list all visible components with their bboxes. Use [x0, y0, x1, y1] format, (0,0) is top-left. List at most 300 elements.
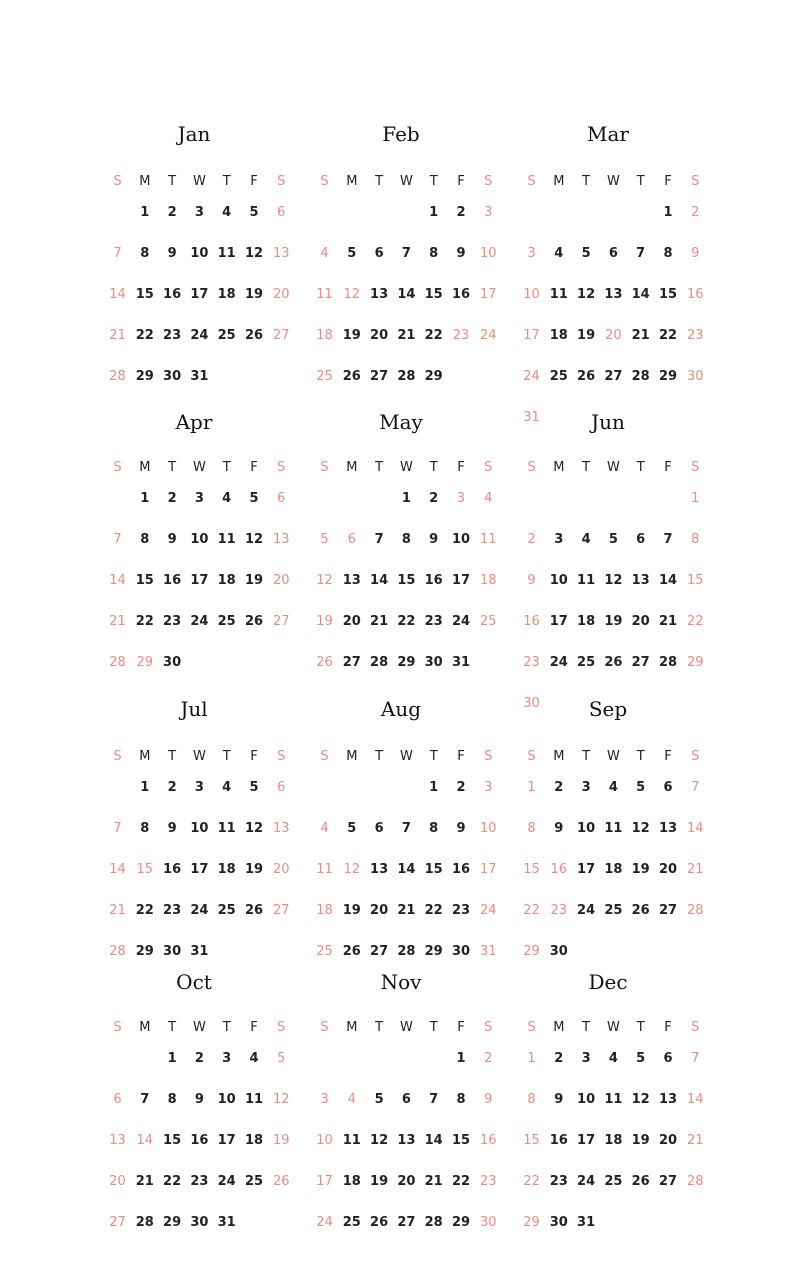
day-cell[interactable]: 18: [316, 903, 333, 918]
day-cell[interactable]: 30: [549, 1215, 568, 1230]
day-cell[interactable]: 28: [687, 903, 704, 918]
day-cell[interactable]: 18: [342, 1174, 361, 1189]
day-cell[interactable]: 30: [687, 369, 704, 384]
day-cell[interactable]: 19: [631, 862, 650, 877]
day-cell[interactable]: 17: [190, 573, 209, 588]
day-cell[interactable]: 30: [480, 1215, 497, 1230]
day-cell[interactable]: 26: [342, 944, 361, 959]
day-cell[interactable]: 3: [320, 1092, 329, 1107]
day-cell[interactable]: 15: [523, 1133, 540, 1148]
day-cell[interactable]: 19: [244, 573, 264, 588]
day-cell[interactable]: 11: [316, 862, 333, 877]
day-cell[interactable]: 16: [163, 862, 182, 877]
day-cell[interactable]: 20: [273, 573, 290, 588]
day-cell[interactable]: 31: [451, 655, 471, 670]
day-cell[interactable]: 25: [316, 944, 333, 959]
day-cell[interactable]: 30: [163, 944, 182, 959]
day-cell[interactable]: 27: [397, 1215, 416, 1230]
day-cell[interactable]: 22: [523, 1174, 540, 1189]
day-cell[interactable]: 8: [140, 821, 150, 836]
day-cell[interactable]: 26: [370, 1215, 389, 1230]
day-cell[interactable]: 27: [273, 328, 290, 343]
day-cell[interactable]: 29: [687, 655, 704, 670]
day-cell[interactable]: 27: [109, 1215, 126, 1230]
day-cell[interactable]: 28: [109, 944, 126, 959]
day-cell[interactable]: 4: [222, 491, 232, 506]
day-cell[interactable]: 20: [273, 287, 290, 302]
day-cell[interactable]: 14: [687, 821, 704, 836]
day-cell[interactable]: 23: [424, 614, 443, 629]
day-cell[interactable]: 22: [523, 903, 540, 918]
day-cell[interactable]: 18: [577, 614, 596, 629]
day-cell[interactable]: 10: [523, 287, 540, 302]
day-cell[interactable]: 21: [424, 1174, 443, 1189]
day-cell[interactable]: 23: [451, 903, 471, 918]
day-cell[interactable]: 17: [451, 573, 471, 588]
day-cell[interactable]: 14: [109, 287, 126, 302]
day-cell[interactable]: 9: [167, 532, 177, 547]
day-cell[interactable]: 17: [480, 287, 497, 302]
day-cell[interactable]: 1: [691, 491, 700, 506]
day-cell[interactable]: 22: [135, 614, 154, 629]
day-cell[interactable]: 29: [135, 369, 154, 384]
day-cell[interactable]: 8: [401, 532, 411, 547]
day-cell[interactable]: 6: [347, 532, 356, 547]
day-cell[interactable]: 12: [343, 287, 361, 302]
day-cell[interactable]: 2: [527, 532, 536, 547]
day-cell[interactable]: 19: [370, 1174, 389, 1189]
day-cell[interactable]: 2: [194, 1051, 204, 1066]
day-cell[interactable]: 20: [370, 903, 389, 918]
day-cell[interactable]: 5: [347, 821, 357, 836]
day-cell[interactable]: 9: [429, 532, 439, 547]
day-cell[interactable]: 21: [109, 328, 126, 343]
day-cell[interactable]: 12: [273, 1092, 290, 1107]
day-cell[interactable]: 18: [549, 328, 568, 343]
day-cell[interactable]: 23: [163, 614, 182, 629]
day-cell[interactable]: 5: [347, 246, 357, 261]
day-cell[interactable]: 26: [316, 655, 333, 670]
day-cell[interactable]: 20: [370, 328, 389, 343]
day-cell[interactable]: 23: [190, 1174, 209, 1189]
day-cell[interactable]: 4: [581, 532, 591, 547]
day-cell[interactable]: 14: [424, 1133, 443, 1148]
day-cell[interactable]: 18: [217, 573, 236, 588]
day-cell[interactable]: 31: [577, 1215, 596, 1230]
day-cell[interactable]: 16: [163, 287, 182, 302]
day-cell[interactable]: 8: [140, 246, 150, 261]
day-cell[interactable]: 28: [424, 1215, 443, 1230]
day-cell[interactable]: 15: [424, 287, 443, 302]
day-cell[interactable]: 29: [658, 369, 678, 384]
day-cell[interactable]: 13: [397, 1133, 416, 1148]
day-cell[interactable]: 14: [687, 1092, 704, 1107]
day-cell[interactable]: 11: [549, 287, 568, 302]
day-cell[interactable]: 21: [135, 1174, 154, 1189]
day-cell[interactable]: 26: [604, 655, 623, 670]
day-cell[interactable]: 25: [549, 369, 568, 384]
day-cell[interactable]: 24: [523, 369, 540, 384]
day-cell[interactable]: 4: [320, 821, 329, 836]
day-cell[interactable]: 1: [140, 780, 150, 795]
day-cell[interactable]: 13: [658, 1092, 678, 1107]
day-cell[interactable]: 25: [604, 1174, 623, 1189]
day-cell[interactable]: 24: [577, 903, 596, 918]
day-cell[interactable]: 30: [163, 655, 182, 670]
day-cell[interactable]: 1: [527, 1051, 536, 1066]
day-cell[interactable]: 22: [658, 328, 678, 343]
day-cell[interactable]: 25: [480, 614, 497, 629]
day-cell[interactable]: 1: [140, 205, 150, 220]
day-cell[interactable]: 14: [109, 862, 126, 877]
day-cell[interactable]: 11: [577, 573, 596, 588]
day-cell[interactable]: 10: [480, 246, 497, 261]
day-cell[interactable]: 19: [244, 862, 264, 877]
day-cell[interactable]: 25: [577, 655, 596, 670]
day-cell[interactable]: 9: [456, 821, 466, 836]
day-cell[interactable]: 11: [244, 1092, 264, 1107]
day-cell[interactable]: 7: [691, 1051, 700, 1066]
day-cell[interactable]: 5: [608, 532, 618, 547]
day-cell[interactable]: 21: [687, 1133, 704, 1148]
day-cell[interactable]: 5: [320, 532, 329, 547]
day-cell[interactable]: 22: [163, 1174, 182, 1189]
day-cell[interactable]: 11: [604, 1092, 623, 1107]
day-cell[interactable]: 11: [604, 821, 623, 836]
day-cell[interactable]: 16: [480, 1133, 497, 1148]
day-cell[interactable]: 18: [316, 328, 333, 343]
day-cell[interactable]: 6: [277, 491, 286, 506]
day-cell[interactable]: 7: [113, 821, 122, 836]
day-cell[interactable]: 17: [523, 328, 540, 343]
day-cell[interactable]: 31: [190, 369, 209, 384]
day-cell[interactable]: 11: [217, 821, 236, 836]
day-cell[interactable]: 17: [480, 862, 497, 877]
day-cell[interactable]: 10: [190, 246, 209, 261]
day-cell[interactable]: 5: [249, 780, 259, 795]
day-cell[interactable]: 8: [167, 1092, 177, 1107]
day-cell[interactable]: 20: [397, 1174, 416, 1189]
day-cell[interactable]: 24: [451, 614, 471, 629]
day-cell[interactable]: 22: [424, 903, 443, 918]
day-cell[interactable]: 16: [549, 1133, 568, 1148]
day-cell[interactable]: 1: [456, 1051, 466, 1066]
day-cell[interactable]: 25: [217, 614, 236, 629]
day-cell[interactable]: 8: [527, 1092, 536, 1107]
day-cell[interactable]: 6: [663, 780, 673, 795]
day-cell[interactable]: 29: [451, 1215, 471, 1230]
day-cell[interactable]: 16: [451, 862, 471, 877]
day-cell[interactable]: 27: [658, 903, 678, 918]
day-cell[interactable]: 12: [343, 862, 361, 877]
day-cell[interactable]: 8: [140, 532, 150, 547]
day-cell[interactable]: 31: [480, 944, 497, 959]
day-cell[interactable]: 4: [249, 1051, 259, 1066]
day-cell[interactable]: 20: [658, 1133, 678, 1148]
day-cell[interactable]: 3: [484, 205, 493, 220]
day-cell[interactable]: 22: [424, 328, 443, 343]
day-cell[interactable]: 3: [194, 780, 204, 795]
day-cell[interactable]: 28: [109, 369, 126, 384]
day-cell[interactable]: 9: [456, 246, 466, 261]
day-cell[interactable]: 19: [342, 903, 361, 918]
day-cell[interactable]: 9: [691, 246, 700, 261]
day-cell[interactable]: 20: [109, 1174, 126, 1189]
day-cell[interactable]: 25: [217, 903, 236, 918]
day-cell[interactable]: 1: [429, 205, 439, 220]
day-cell[interactable]: 13: [370, 287, 389, 302]
day-cell[interactable]: 8: [429, 821, 439, 836]
day-cell[interactable]: 12: [316, 573, 333, 588]
day-cell[interactable]: 7: [401, 246, 411, 261]
day-cell[interactable]: 26: [244, 328, 264, 343]
day-cell[interactable]: 30: [523, 696, 540, 711]
day-cell[interactable]: 10: [577, 1092, 596, 1107]
day-cell[interactable]: 26: [244, 614, 264, 629]
day-cell[interactable]: 17: [190, 287, 209, 302]
day-cell[interactable]: 6: [277, 205, 286, 220]
day-cell[interactable]: 14: [136, 1133, 154, 1148]
day-cell[interactable]: 19: [342, 328, 361, 343]
day-cell[interactable]: 25: [316, 369, 333, 384]
day-cell[interactable]: 18: [604, 862, 623, 877]
day-cell[interactable]: 2: [554, 1051, 564, 1066]
day-cell[interactable]: 4: [320, 246, 329, 261]
day-cell[interactable]: 19: [604, 614, 623, 629]
day-cell[interactable]: 11: [217, 246, 236, 261]
day-cell[interactable]: 13: [370, 862, 389, 877]
day-cell[interactable]: 16: [523, 614, 540, 629]
day-cell[interactable]: 17: [217, 1133, 236, 1148]
day-cell[interactable]: 18: [244, 1133, 264, 1148]
day-cell[interactable]: 27: [273, 903, 290, 918]
day-cell[interactable]: 24: [549, 655, 568, 670]
day-cell[interactable]: 25: [342, 1215, 361, 1230]
day-cell[interactable]: 13: [273, 532, 290, 547]
day-cell[interactable]: 23: [523, 655, 540, 670]
day-cell[interactable]: 9: [554, 1092, 564, 1107]
day-cell[interactable]: 19: [244, 287, 264, 302]
day-cell[interactable]: 7: [113, 532, 122, 547]
day-cell[interactable]: 6: [636, 532, 646, 547]
day-cell[interactable]: 15: [163, 1133, 182, 1148]
day-cell[interactable]: 30: [163, 369, 182, 384]
day-cell[interactable]: 16: [550, 862, 568, 877]
day-cell[interactable]: 3: [194, 205, 204, 220]
day-cell[interactable]: 23: [687, 328, 704, 343]
day-cell[interactable]: 3: [554, 532, 564, 547]
day-cell[interactable]: 12: [370, 1133, 389, 1148]
day-cell[interactable]: 28: [658, 655, 678, 670]
day-cell[interactable]: 30: [190, 1215, 209, 1230]
day-cell[interactable]: 23: [163, 903, 182, 918]
day-cell[interactable]: 6: [374, 821, 384, 836]
day-cell[interactable]: 5: [636, 1051, 646, 1066]
day-cell[interactable]: 24: [190, 903, 209, 918]
day-cell[interactable]: 6: [113, 1092, 122, 1107]
day-cell[interactable]: 26: [244, 903, 264, 918]
day-cell[interactable]: 24: [217, 1174, 236, 1189]
day-cell[interactable]: 24: [480, 328, 497, 343]
day-cell[interactable]: 7: [374, 532, 384, 547]
day-cell[interactable]: 3: [222, 1051, 232, 1066]
day-cell[interactable]: 11: [480, 532, 497, 547]
day-cell[interactable]: 13: [604, 287, 623, 302]
day-cell[interactable]: 7: [140, 1092, 150, 1107]
day-cell[interactable]: 4: [608, 780, 618, 795]
day-cell[interactable]: 11: [342, 1133, 361, 1148]
day-cell[interactable]: 19: [631, 1133, 650, 1148]
day-cell[interactable]: 15: [658, 287, 678, 302]
day-cell[interactable]: 17: [577, 1133, 596, 1148]
day-cell[interactable]: 5: [249, 205, 259, 220]
day-cell[interactable]: 2: [167, 205, 177, 220]
day-cell[interactable]: 18: [604, 1133, 623, 1148]
day-cell[interactable]: 28: [370, 655, 389, 670]
day-cell[interactable]: 28: [687, 1174, 704, 1189]
day-cell[interactable]: 10: [549, 573, 568, 588]
day-cell[interactable]: 9: [167, 821, 177, 836]
day-cell[interactable]: 6: [277, 780, 286, 795]
day-cell[interactable]: 15: [135, 573, 154, 588]
day-cell[interactable]: 12: [631, 821, 650, 836]
day-cell[interactable]: 3: [527, 246, 536, 261]
day-cell[interactable]: 5: [374, 1092, 384, 1107]
day-cell[interactable]: 12: [631, 1092, 650, 1107]
day-cell[interactable]: 20: [342, 614, 361, 629]
day-cell[interactable]: 17: [316, 1174, 333, 1189]
day-cell[interactable]: 20: [273, 862, 290, 877]
day-cell[interactable]: 13: [109, 1133, 126, 1148]
day-cell[interactable]: 25: [217, 328, 236, 343]
day-cell[interactable]: 1: [167, 1051, 177, 1066]
day-cell[interactable]: 22: [397, 614, 416, 629]
day-cell[interactable]: 3: [581, 1051, 591, 1066]
day-cell[interactable]: 12: [244, 532, 264, 547]
day-cell[interactable]: 25: [604, 903, 623, 918]
day-cell[interactable]: 26: [273, 1174, 290, 1189]
day-cell[interactable]: 5: [636, 780, 646, 795]
day-cell[interactable]: 29: [136, 655, 154, 670]
day-cell[interactable]: 7: [429, 1092, 439, 1107]
day-cell[interactable]: 15: [523, 862, 540, 877]
day-cell[interactable]: 9: [194, 1092, 204, 1107]
day-cell[interactable]: 8: [456, 1092, 466, 1107]
day-cell[interactable]: 16: [163, 573, 182, 588]
day-cell[interactable]: 12: [577, 287, 596, 302]
day-cell[interactable]: 21: [687, 862, 704, 877]
day-cell[interactable]: 14: [109, 573, 126, 588]
day-cell[interactable]: 9: [554, 821, 564, 836]
day-cell[interactable]: 1: [527, 780, 536, 795]
day-cell[interactable]: 21: [631, 328, 650, 343]
day-cell[interactable]: 29: [135, 944, 154, 959]
day-cell[interactable]: 30: [424, 655, 443, 670]
day-cell[interactable]: 22: [135, 328, 154, 343]
day-cell[interactable]: 3: [484, 780, 493, 795]
day-cell[interactable]: 12: [244, 821, 264, 836]
day-cell[interactable]: 20: [658, 862, 678, 877]
day-cell[interactable]: 4: [608, 1051, 618, 1066]
day-cell[interactable]: 27: [658, 1174, 678, 1189]
day-cell[interactable]: 31: [523, 410, 540, 425]
day-cell[interactable]: 3: [581, 780, 591, 795]
day-cell[interactable]: 1: [663, 205, 673, 220]
day-cell[interactable]: 10: [190, 532, 209, 547]
day-cell[interactable]: 22: [451, 1174, 471, 1189]
day-cell[interactable]: 29: [523, 944, 540, 959]
day-cell[interactable]: 7: [401, 821, 411, 836]
day-cell[interactable]: 10: [577, 821, 596, 836]
day-cell[interactable]: 21: [109, 614, 126, 629]
day-cell[interactable]: 4: [347, 1092, 356, 1107]
day-cell[interactable]: 27: [631, 655, 650, 670]
day-cell[interactable]: 2: [554, 780, 564, 795]
day-cell[interactable]: 8: [527, 821, 536, 836]
day-cell[interactable]: 23: [163, 328, 182, 343]
day-cell[interactable]: 19: [273, 1133, 290, 1148]
day-cell[interactable]: 14: [658, 573, 678, 588]
day-cell[interactable]: 29: [163, 1215, 182, 1230]
day-cell[interactable]: 15: [451, 1133, 471, 1148]
day-cell[interactable]: 1: [140, 491, 150, 506]
day-cell[interactable]: 2: [456, 780, 466, 795]
day-cell[interactable]: 6: [663, 1051, 673, 1066]
day-cell[interactable]: 23: [452, 328, 470, 343]
day-cell[interactable]: 1: [429, 780, 439, 795]
day-cell[interactable]: 7: [691, 780, 700, 795]
day-cell[interactable]: 5: [581, 246, 591, 261]
day-cell[interactable]: 2: [484, 1051, 493, 1066]
day-cell[interactable]: 22: [135, 903, 154, 918]
day-cell[interactable]: 21: [397, 328, 416, 343]
day-cell[interactable]: 13: [342, 573, 361, 588]
day-cell[interactable]: 4: [222, 780, 232, 795]
day-cell[interactable]: 29: [424, 369, 443, 384]
day-cell[interactable]: 19: [316, 614, 333, 629]
day-cell[interactable]: 27: [370, 369, 389, 384]
day-cell[interactable]: 18: [217, 862, 236, 877]
day-cell[interactable]: 20: [631, 614, 650, 629]
day-cell[interactable]: 23: [480, 1174, 497, 1189]
day-cell[interactable]: 4: [484, 491, 493, 506]
day-cell[interactable]: 28: [109, 655, 126, 670]
day-cell[interactable]: 5: [249, 491, 259, 506]
day-cell[interactable]: 17: [190, 862, 209, 877]
day-cell[interactable]: 17: [577, 862, 596, 877]
day-cell[interactable]: 1: [401, 491, 411, 506]
day-cell[interactable]: 8: [691, 532, 700, 547]
day-cell[interactable]: 18: [217, 287, 236, 302]
day-cell[interactable]: 12: [604, 573, 623, 588]
day-cell[interactable]: 6: [401, 1092, 411, 1107]
day-cell[interactable]: 26: [577, 369, 596, 384]
day-cell[interactable]: 23: [549, 1174, 568, 1189]
day-cell[interactable]: 23: [550, 903, 568, 918]
day-cell[interactable]: 11: [316, 287, 333, 302]
day-cell[interactable]: 28: [397, 369, 416, 384]
day-cell[interactable]: 16: [451, 287, 471, 302]
day-cell[interactable]: 7: [636, 246, 646, 261]
day-cell[interactable]: 14: [397, 287, 416, 302]
day-cell[interactable]: 27: [370, 944, 389, 959]
day-cell[interactable]: 2: [167, 780, 177, 795]
day-cell[interactable]: 15: [136, 862, 154, 877]
day-cell[interactable]: 7: [113, 246, 122, 261]
day-cell[interactable]: 13: [631, 573, 650, 588]
day-cell[interactable]: 19: [577, 328, 596, 343]
day-cell[interactable]: 2: [167, 491, 177, 506]
